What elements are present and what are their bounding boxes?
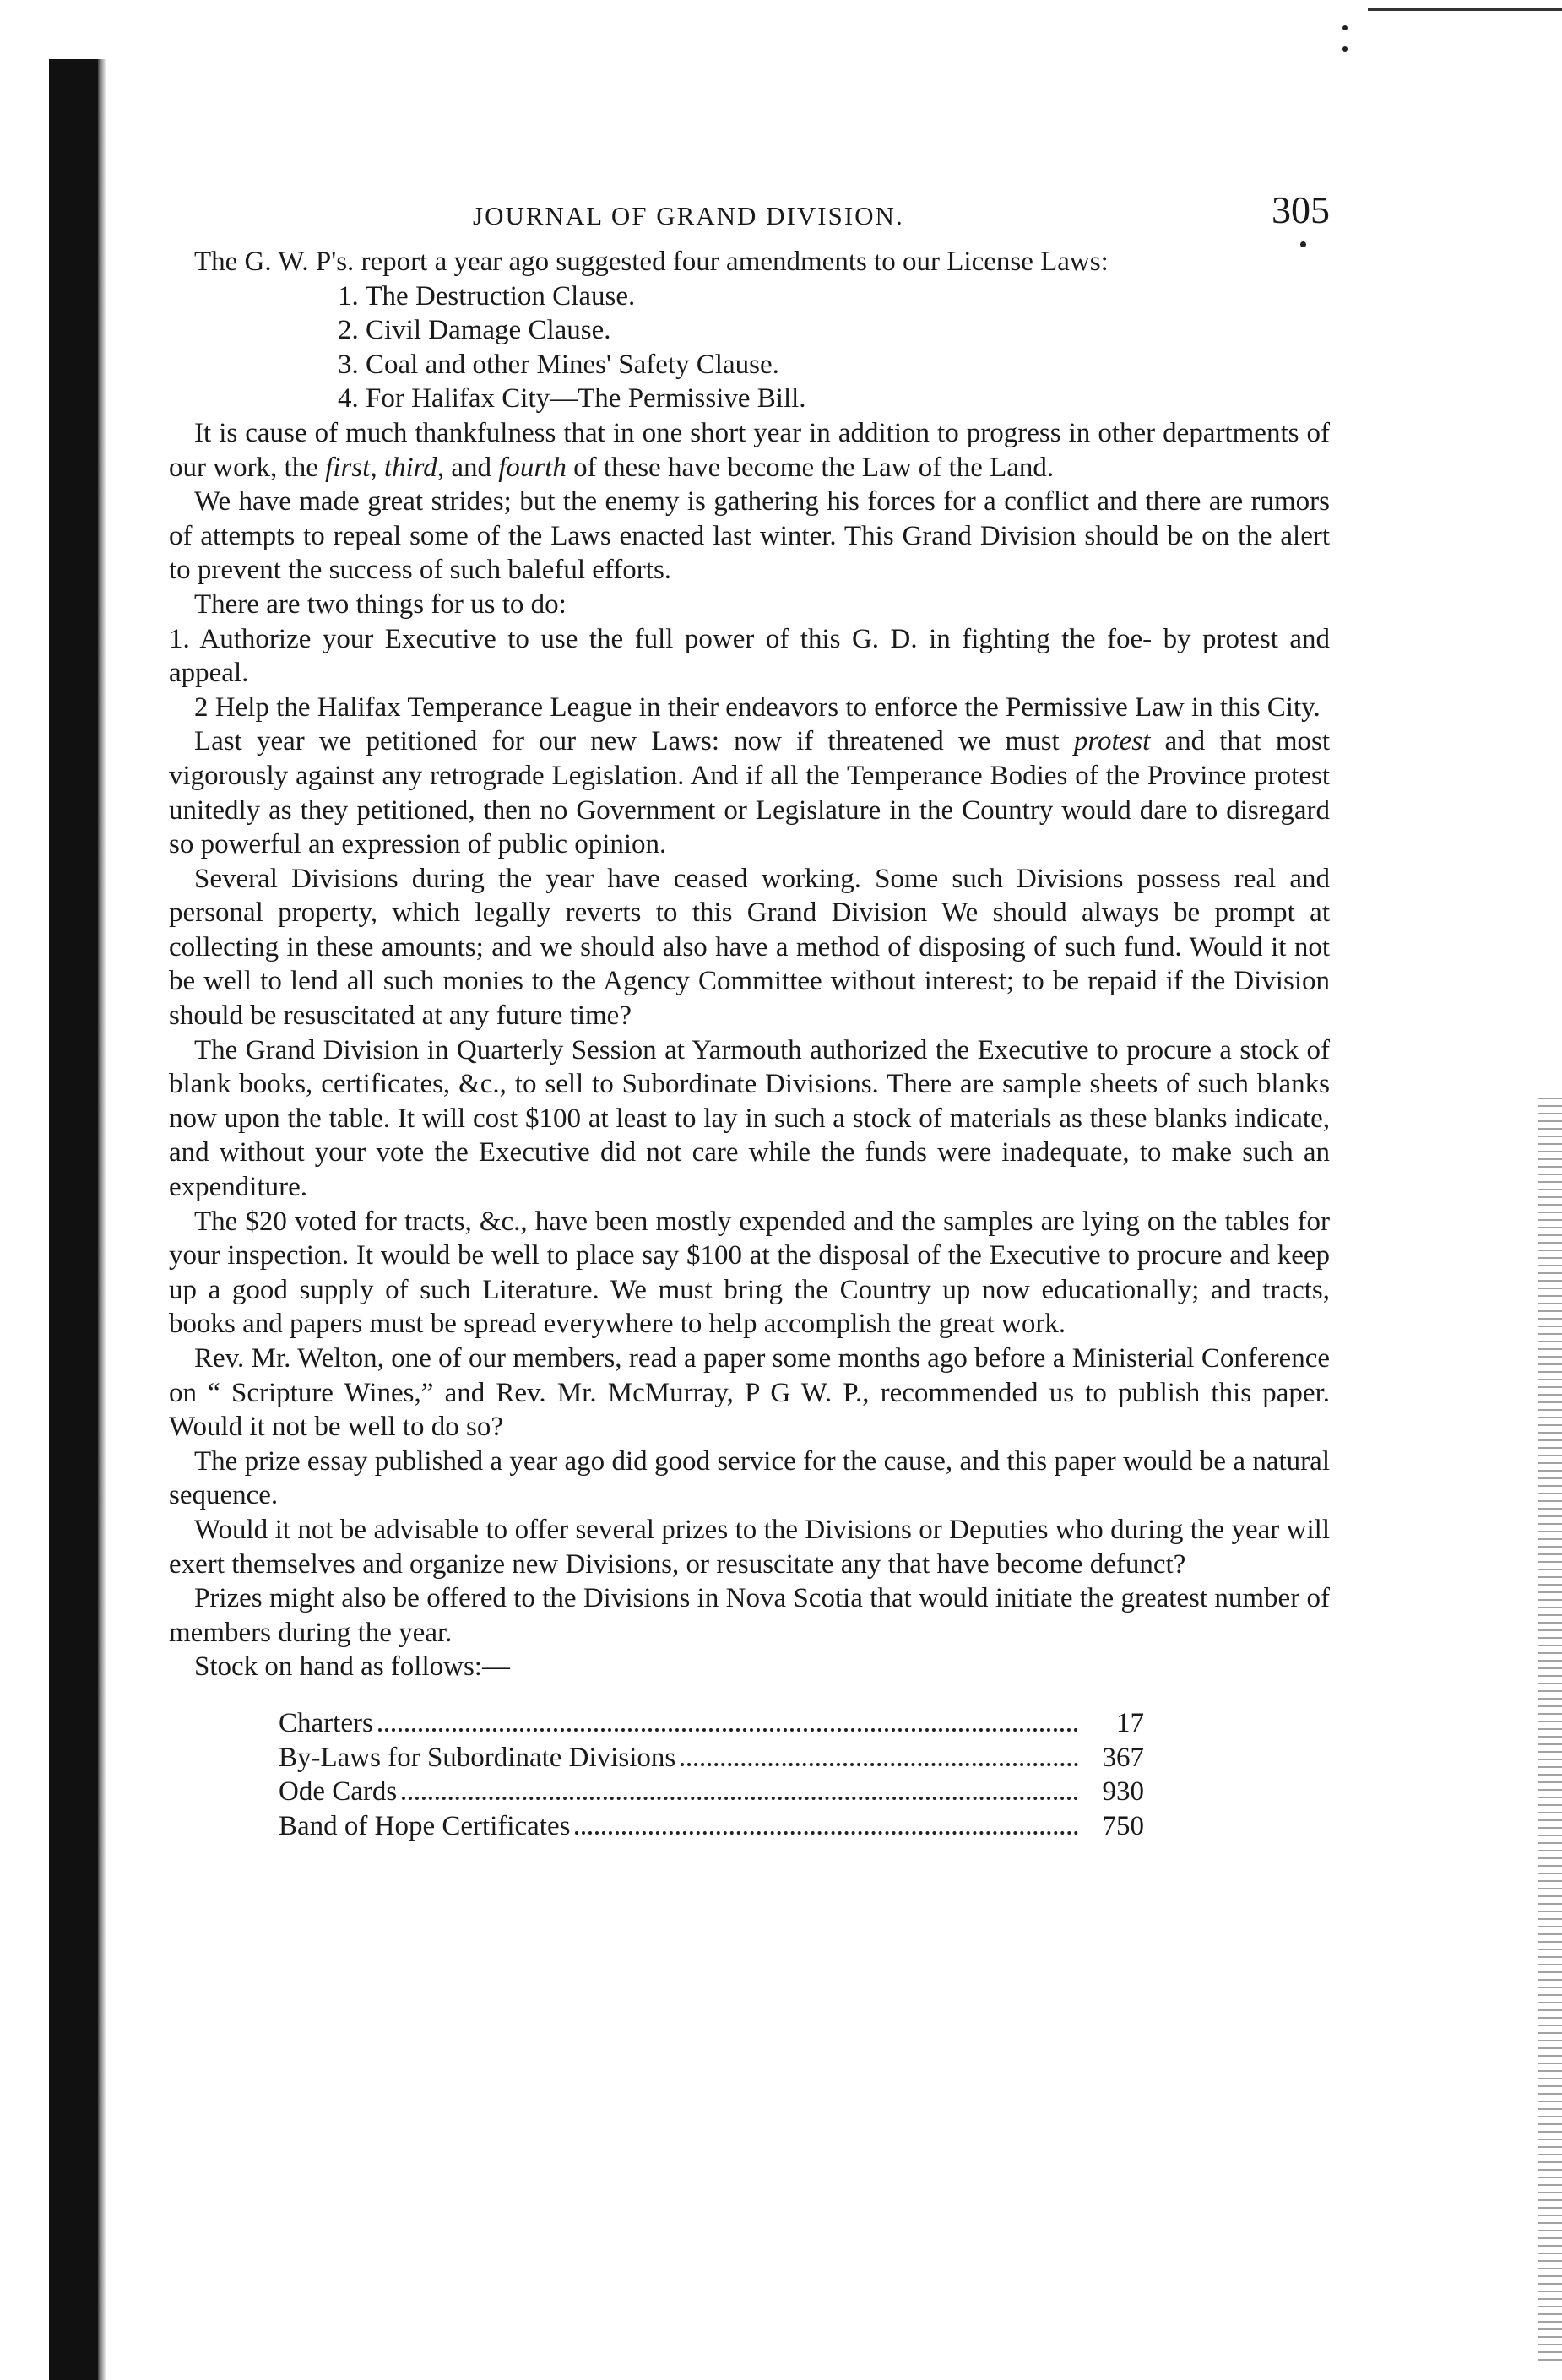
prizes-paragraph: Would it not be advisable to offer several prizes to the Divisions or Deputies who during the year will exert themselves and organize new Divisions, or resuscitate any that have become defunct? (169, 1514, 1330, 1580)
scan-speck (1342, 46, 1348, 52)
head-dot (1300, 241, 1306, 247)
two-things-paragraph: There are two things for us to do: (194, 588, 567, 620)
stock-row (279, 1775, 1144, 1809)
emphasis-third: third (383, 452, 437, 483)
amendment-item: 4. For Halifax City—The Permissive Bill. (338, 383, 806, 415)
dot-leader (681, 1763, 1078, 1766)
dot-leader (378, 1728, 1078, 1732)
stock-item: Charters (279, 1707, 373, 1738)
thankfulness-paragraph (169, 416, 1330, 485)
prize-essay-paragraph: The prize essay published a year ago did good service for the cause, and this paper would be a natural sequence. (169, 1445, 1330, 1511)
quarterly-paragraph: The Grand Division in Quarterly Session at Yarmouth authorized the Executive to procure a stock of blank books, certificates, &c., to sell to Subordinate Divisions. There are sample sheets of such blanks now upon the table. It will cost $100 at least to lay in such a stock of materials as these blanks indicate, and without your vote the Executive did not care while the funds were inadequate, to make such an expenditure. (169, 1034, 1330, 1203)
thing-item: 1. Authorize your Executive to use the full power of this G. D. in fighting the foe- by protest and appeal. (169, 623, 1330, 689)
scan-speck (1342, 25, 1348, 30)
text-run: of these have become the Law of the Land. (566, 452, 1055, 483)
dot-leader (402, 1797, 1078, 1800)
thing-item: 2 Help the Halifax Temperance League in their endeavors to enforce the Permissive Law in this City. (194, 691, 1321, 723)
stock-qty: 750 (1102, 1810, 1144, 1841)
emphasis-fourth: fourth (498, 452, 567, 483)
stock-heading: Stock on hand as follows:— (194, 1651, 510, 1683)
petitioned-paragraph (169, 724, 1330, 861)
text-run: It is cause of much thankfulness that in one short year in addition to progress in other departments of our work, the (169, 417, 1330, 483)
stock-qty: 17 (1116, 1707, 1144, 1738)
emphasis-protest: protest (1073, 726, 1151, 757)
stock-list (279, 1706, 1144, 1843)
scan-noise (1538, 1098, 1562, 2364)
stock-row (279, 1706, 1144, 1741)
strides-paragraph: We have made great strides; but the enemy is gathering his forces for a conflict and there are rumors of attempts to repeal some of the Laws enacted last winter. This Grand Division should be on the alert to prevent the success of such baleful efforts. (169, 486, 1330, 586)
running-head (169, 169, 1330, 245)
body-text (169, 245, 1330, 1684)
text-run: and that most vigorously against any retrograde Legislation. And if all the Temperance Bodies of the Province protest unitedly as they petitioned, then no Government or Legislature in the Country would dare to disregard so powerful an expression of public opinion. (169, 726, 1331, 860)
page (169, 169, 1330, 1843)
welton-paragraph: Rev. Mr. Welton, one of our members, read a paper some months ago before a Ministerial Conference on “ Scripture Wines,” and Rev. Mr. McMurray, P G W. P., recommended us to publish this paper. Would it not be well to do so? (169, 1343, 1330, 1443)
nova-scotia-paragraph: Prizes might also be offered to the Divisions in Nova Scotia that would initiate the greatest number of members during the year. (169, 1583, 1330, 1648)
amendment-item: 3. Coal and other Mines' Safety Clause. (338, 349, 779, 380)
emphasis-first: first (325, 452, 371, 483)
intro-paragraph: The G. W. P's. report a year ago suggested four amendments to our License Laws: (194, 247, 1109, 277)
stock-item: Ode Cards (279, 1776, 398, 1808)
text-run: , and (437, 452, 499, 483)
dot-leader (575, 1831, 1078, 1835)
stock-qty: 367 (1102, 1742, 1144, 1773)
text-run: , (370, 452, 384, 483)
divisions-paragraph: Several Divisions during the year have ceased working. Some such Divisions possess real and personal property, which legally reverts to this Grand Division We should always be prompt at collecting in these amounts; and we should also have a method of disposing of such fund. Would it not be well to lend all such monies to the Agency Committee without interest; to be repaid if the Division should be resuscitated at any future time? (169, 863, 1330, 1032)
running-title: JOURNAL OF GRAND DIVISION. (473, 201, 904, 230)
binding-edge (49, 59, 98, 2380)
stock-item: By-Laws for Subordinate Divisions (279, 1742, 676, 1773)
amendment-item: 2. Civil Damage Clause. (338, 315, 611, 346)
amendment-item: 1. The Destruction Clause. (338, 280, 636, 312)
stock-row (279, 1809, 1144, 1844)
text-run: Last year we petitioned for our new Laws: now if threatened we must (194, 726, 1074, 757)
stock-qty: 930 (1102, 1776, 1144, 1808)
stock-item: Band of Hope Certificates (279, 1810, 571, 1841)
page-number: 305 (1272, 188, 1330, 231)
top-rule (1368, 8, 1562, 11)
stock-row (279, 1741, 1144, 1776)
tracts-paragraph: The $20 voted for tracts, &c., have been mostly expended and the samples are lying on the tables for your inspection. It would be well to place say $100 at the disposal of the Executive to procure and keep up a good supply of such Literature. We must bring the Country up now educationally; and tracts, books and papers must be spread everywhere to help accomplish the great work. (169, 1206, 1330, 1340)
